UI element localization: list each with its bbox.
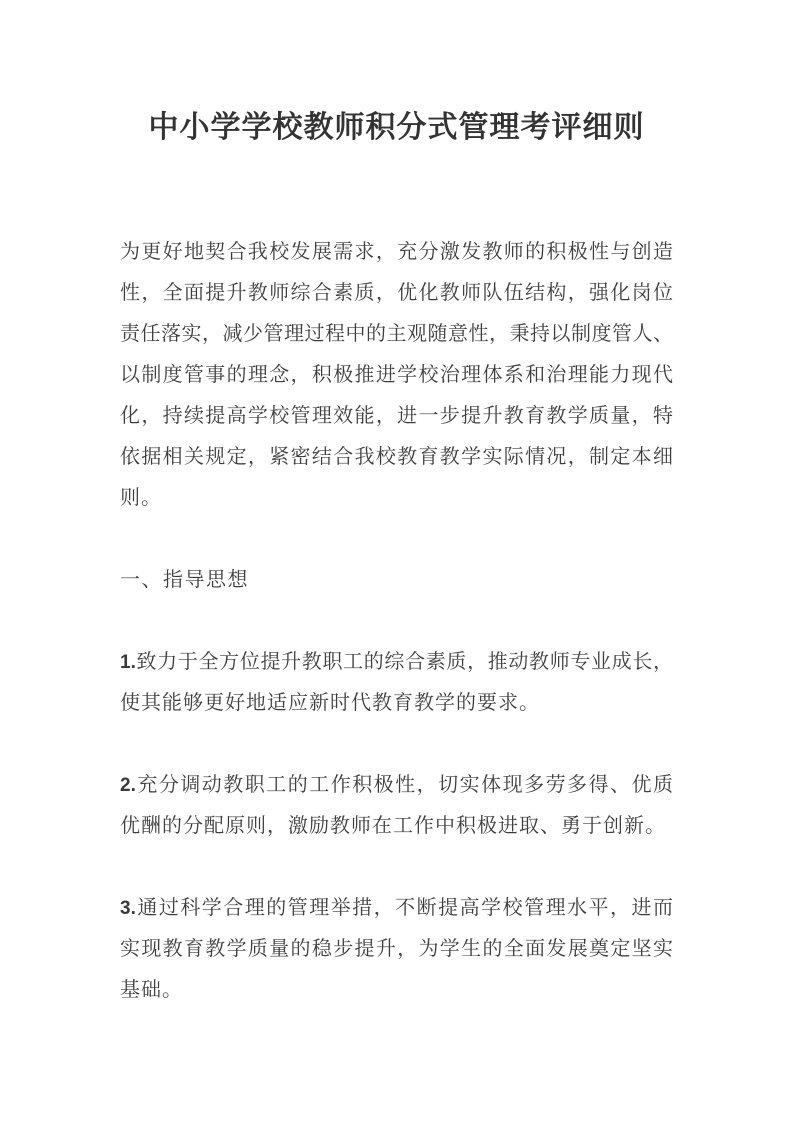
paragraph-line: 以制度管事的理念，积极推进学校治理体系和治理能力现代 <box>120 364 673 386</box>
item-text: 通过科学合理的管理举措，不断提高学校管理水平，进而 <box>135 897 673 919</box>
intro-paragraph <box>120 232 673 519</box>
item-text: 充分调动教职工的工作积极性，切实体现多劳多得、优质 <box>135 774 673 796</box>
item-number: 2. <box>120 775 136 796</box>
paragraph-line: 依据相关规定，紧密结合我校教育教学实际情况，制定本细 <box>120 446 673 468</box>
item-line <box>120 765 673 806</box>
item-number: 3. <box>120 898 136 919</box>
item-3 <box>120 888 673 1011</box>
document-title: 中小学学校教师积分式管理考评细则 <box>148 111 645 144</box>
item-number: 1. <box>120 652 136 673</box>
item-text: 致力于全方位提升教职工的综合素质，推动教师专业成长， <box>135 651 673 673</box>
item-line: 使其能够更好地适应新时代教育教学的要求。 <box>120 692 540 714</box>
paragraph-line: 化，持续提高学校管理效能，进一步提升教育教学质量，特 <box>120 405 673 427</box>
item-line <box>120 888 673 929</box>
item-line: 基础。 <box>120 979 183 1001</box>
item-line: 优酬的分配原则，激励教师在工作中积极进取、勇于创新。 <box>120 815 666 837</box>
paragraph-line: 为更好地契合我校发展需求，充分激发教师的积极性与创造 <box>120 241 673 263</box>
paragraph-line: 则。 <box>120 487 162 509</box>
item-2 <box>120 765 673 847</box>
paragraph-line: 性，全面提升教师综合素质，优化教师队伍结构，强化岗位 <box>120 282 673 304</box>
item-line <box>120 642 673 683</box>
paragraph-line: 责任落实，减少管理过程中的主观随意性，秉持以制度管人、 <box>120 323 673 345</box>
item-1 <box>120 642 673 724</box>
item-line: 实现教育教学质量的稳步提升，为学生的全面发展奠定坚实 <box>120 938 673 960</box>
section-heading: 一、指导思想 <box>120 569 249 591</box>
